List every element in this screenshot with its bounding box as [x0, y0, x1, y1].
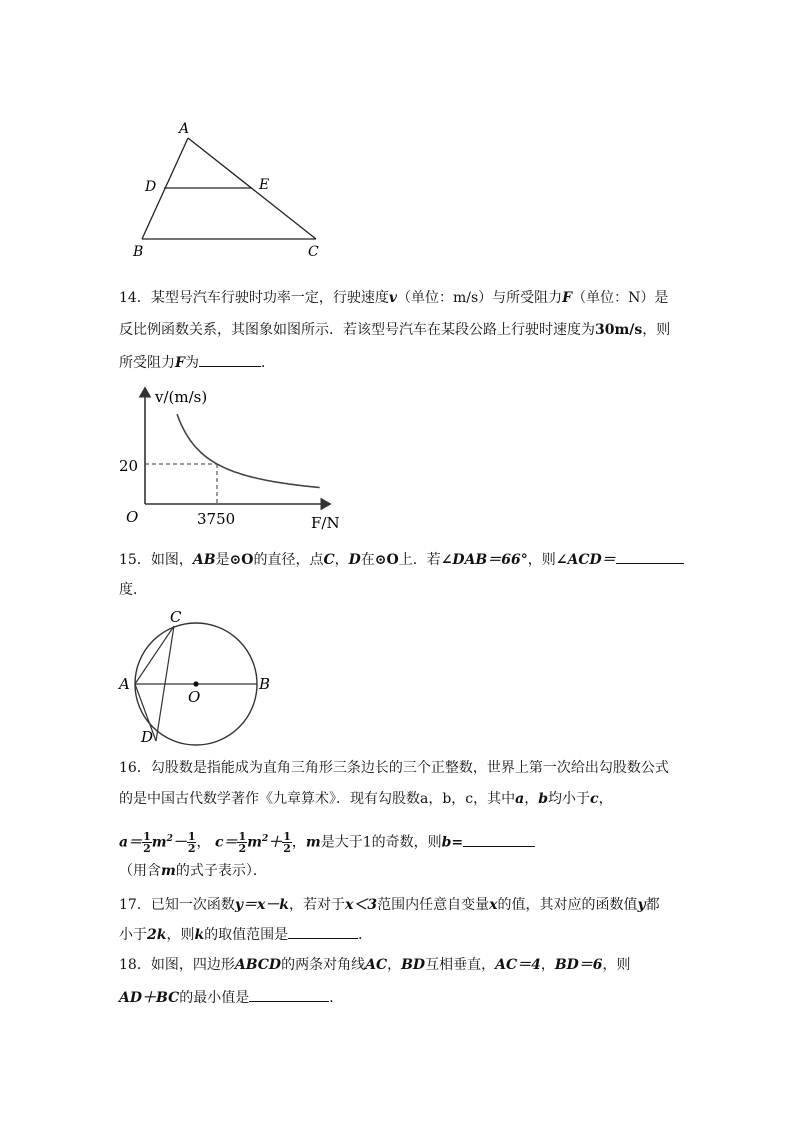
inverse-curve — [177, 414, 320, 487]
q17-line1: 17．已知一次函数y＝x－k，若对于x＜3范围内任意自变量x的值，其对应的函数值y都 — [119, 897, 660, 913]
q18-line1: 18．如图，四边形ABCD的两条对角线AC，BD互相垂直，AC＝4，BD＝6，则 — [119, 957, 631, 973]
triangle-figure — [128, 118, 328, 264]
vertex-label-a: A — [179, 121, 190, 137]
answer-blank[interactable] — [199, 352, 261, 367]
origin-label: O — [126, 508, 139, 526]
q15-line2: 度． — [119, 582, 147, 598]
x-axis-label: F/N — [311, 514, 340, 532]
q18-number: 18． — [119, 957, 151, 973]
x-tick-label: 3750 — [197, 510, 236, 528]
point-label-a: A — [119, 675, 130, 693]
q14-line2: 反比例函数关系，其图象如图所示．若该型号汽车在某段公路上行驶时速度为30m/s，则 — [119, 322, 671, 338]
q15-line1: 15．如图，AB是⊙O的直径，点C，D在⊙O上．若∠DAB＝66°，则∠ACD＝ — [119, 549, 684, 570]
point-label-d: D — [141, 728, 154, 746]
answer-blank[interactable] — [249, 987, 329, 1002]
q16-line3: a＝ $\frac{1}{2}$ $m^2-$ $\frac{1}{2}$ ， c＝ $\frac{1}{2}$ $m^2+$ $\frac{1}{2}$ ，m是大于1的奇数，则b= — [119, 826, 535, 856]
q14-line3: 所受阻力F为 ． — [119, 352, 275, 373]
circle-figure — [115, 606, 275, 748]
q16-line4: （用含m的式子表示）． — [119, 863, 267, 879]
answer-blank[interactable] — [288, 924, 358, 939]
vertex-label-c: C — [308, 244, 319, 260]
point-label-c: C — [170, 608, 182, 626]
point-label-o: O — [188, 688, 201, 706]
vertex-label-b: B — [133, 244, 144, 260]
answer-blank[interactable] — [463, 832, 535, 847]
q17-number: 17． — [119, 897, 151, 913]
q18-line2: AD＋BC的最小值是 ． — [119, 987, 343, 1008]
q17-line2: 小于2k，则k的取值范围是 ． — [119, 924, 372, 945]
y-axis-label: v/(m/s) — [155, 388, 208, 406]
q16-number: 16． — [119, 760, 151, 776]
vertex-label-e: E — [259, 177, 270, 193]
q16-line2: 的是中国古代数学著作《九章算术》．现有勾股数a，b，c，其中a，b均小于c， — [119, 791, 613, 807]
q16-line1: 16．勾股数是指能成为直角三角形三条边长的三个正整数，世界上第一次给出勾股数公式 — [119, 760, 669, 776]
y-tick-label: 20 — [119, 457, 139, 475]
answer-blank[interactable] — [616, 549, 684, 564]
q14-number: 14． — [119, 290, 151, 306]
inverse-proportion-chart — [115, 382, 355, 532]
vertex-label-d: D — [145, 179, 157, 195]
q15-number: 15． — [119, 552, 151, 568]
q14-line1: 14．某型号汽车行驶时功率一定，行驶速度v（单位：m/s）与所受阻力F（单位：N）是 — [119, 290, 669, 306]
point-label-b: B — [259, 675, 271, 693]
